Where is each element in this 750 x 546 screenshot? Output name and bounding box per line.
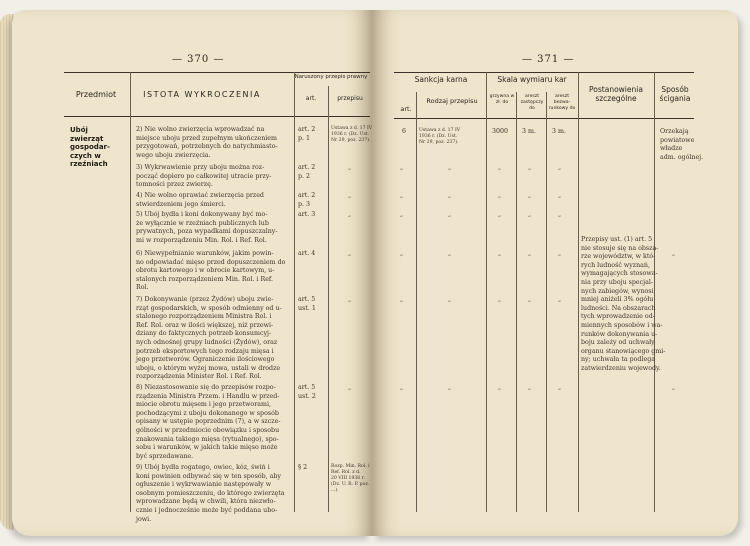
header-przedmiot: Przedmiot [75, 90, 117, 99]
header-postanowienia: Postanowienia szczególne [589, 85, 643, 103]
ditto-mark: „ [400, 250, 404, 257]
col-divider [486, 72, 487, 512]
header-top-rule [64, 72, 370, 73]
ditto-mark: „ [672, 250, 676, 257]
header-grzywna: grzywna w zł. do [489, 94, 515, 105]
col-divider [416, 92, 417, 512]
ditto-mark: „ [448, 296, 452, 303]
header-top-rule [394, 72, 694, 73]
item-7: 7) Dokonywanie (przez Żydów) uboju zwie- rząt gospodarskich, w sposób odmienny od u- stalonego rozporządzeniem Ministra Rol. i Ref. Rol. oraz w ilości większej, niż przewi- dziany do faktycznych potrzeb konsumcyj- nych odnośnej grupy ludności (Żydów), oraz potrzeb eksportowych tego rodzaju mięsa i jego przetworów. Ograniczenie ilościowego uboju, o którym wyżej mowa, ustali w drodze rozporządzenia Minister Rol. i Ref. Rol. [136, 296, 282, 381]
col-divider [546, 92, 547, 512]
header-sposob: Sposób ścigania [659, 85, 691, 103]
ditto-mark: „ [400, 211, 404, 218]
art-cell: art. 2 p. 1 [298, 126, 316, 142]
ditto-mark: „ [498, 192, 502, 199]
ditto-mark: „ [400, 192, 404, 199]
ditto-mark: „ [498, 164, 502, 171]
art-cell: 6 [402, 128, 407, 135]
header-art: art. [400, 105, 412, 113]
header-bottom-rule [64, 116, 370, 117]
ditto-mark: „ [558, 192, 562, 199]
left-page-number: — 370 — [172, 54, 225, 65]
header-przepisu: przepisu [337, 95, 363, 102]
col-divider [294, 72, 295, 512]
areszt-bezwarunkowy-cell: 3 m. [552, 128, 566, 135]
ditto-mark: „ [448, 250, 452, 257]
areszt-cell: 3 m. [522, 128, 536, 135]
col-divider [328, 86, 329, 512]
ditto-mark: „ [528, 384, 532, 391]
ditto-mark: „ [400, 296, 404, 303]
header-rodzaj: Rodzaj przepisu [426, 97, 478, 105]
art-cell: art. 5 ust. 1 [298, 296, 316, 312]
ditto-mark: „ [528, 296, 532, 303]
item-6: 6) Niewypełnianie warunków, jakim powin- no odpowiadać mięso przed dopuszczeniem do obrotu kartowego i w obrocie kartowym, u- stalonych rozporządzeniem Min. Rol. i Ref. Rol. [136, 250, 286, 292]
ditto-mark: „ [528, 250, 532, 257]
przepis-cell: Ustawa z d. 17 IV 1936 r. (Dz. Ust. Nr 29, poz. 237). [331, 126, 372, 143]
ditto-mark: „ [498, 250, 502, 257]
item-3: 3) Wykrwawienie przy uboju można roz- począć dopiero po całkowitej utracie przy- tomności przez zwierzę. [136, 164, 272, 189]
ditto-mark: „ [558, 296, 562, 303]
rodzaj-cell: Ustawa z d. 17 IV 1936 r. (Dz. Ust. Nr 29, poz. 237). [419, 128, 461, 145]
ditto-mark: „ [348, 164, 352, 171]
art-cell: § 2 [298, 464, 308, 471]
ditto-mark: „ [448, 211, 452, 218]
ditto-mark: „ [448, 192, 452, 199]
ditto-mark: „ [558, 164, 562, 171]
subject-label: Ubój zwierząt gospodar- czych w rzeźniach [70, 126, 110, 169]
ditto-mark: „ [558, 384, 562, 391]
ditto-mark: „ [528, 164, 532, 171]
col-divider [130, 72, 131, 512]
ditto-mark: „ [558, 250, 562, 257]
header-areszt: areszt zastępczy do [520, 94, 544, 111]
item-4: 4) Nie wolno oprawiać zwierzęcia przed stwierdzeniem jego śmierci. [136, 192, 264, 208]
header-naruszony: Naruszony przepis prawny [294, 74, 368, 80]
ditto-mark: „ [400, 164, 404, 171]
left-page [12, 10, 372, 536]
header-istota: ISTOTA WYKROCZENIA [143, 90, 261, 99]
ditto-mark: „ [348, 250, 352, 257]
ditto-mark: „ [528, 211, 532, 218]
przepis-cell: Rozp. Min. Rol. i Ref. Rol. z d. 20 VIII 1936 r. (Dz. U. R. P. poz. ...). [331, 464, 370, 493]
header-art: art. [305, 95, 317, 102]
right-page [372, 10, 738, 536]
ditto-mark: „ [348, 192, 352, 199]
ditto-mark: „ [498, 211, 502, 218]
art-cell: art. 2 p. 3 [298, 192, 316, 208]
art-cell: art. 5 ust. 2 [298, 384, 316, 400]
ditto-mark: „ [672, 384, 676, 391]
ditto-mark: „ [558, 211, 562, 218]
grzywna-cell: 3000 [492, 128, 509, 135]
ditto-mark: „ [498, 384, 502, 391]
art-cell: art. 2 p. 2 [298, 164, 316, 180]
header-areszt-bezwarunkowy: areszt bezwa- runkowy do [548, 94, 576, 111]
item-9: 9) Ubój bydła rogatego, owiec, kóz, świń i koni powinien odbywać się w ten sposób, aby ogłuszenie i wykrwawianie następowały w osobnym pomieszczeniu, do którego zwierzęta wprowadzane będą w chwili, która niezwło- cznie i jednocześnie może być poddana ubo- jowi. [136, 464, 285, 523]
ditto-mark: „ [448, 384, 452, 391]
sposob-cell: Orzekają powiatowe władze adm. ogólnej. [660, 128, 704, 161]
item-2: 2) Nie wolno zwierzęcia wprowadzać na miejsce uboju przed zupełnym ukończeniem przygotowań, potrzebnych do natychmiasto- wego uboju zwierzęcia. [136, 126, 278, 159]
col-divider [516, 92, 517, 512]
right-page-number: — 371 — [522, 54, 575, 65]
item-5: 5) Ubój bydła i koni dokonywany być mo- że wyłącznie w rzeźniach publicznych lub prywatnych, poza wypadkami dopuszczalny- mi w rozporządzeniu Min. Rol. i Ref. Rol. [136, 211, 278, 244]
header-sankcja: Sankcja karna [414, 75, 468, 84]
header-skala: Skala wymiaru kar [497, 75, 567, 84]
ditto-mark: „ [348, 296, 352, 303]
header-bottom-rule [394, 118, 694, 119]
ditto-mark: „ [528, 192, 532, 199]
ditto-mark: „ [348, 211, 352, 218]
ditto-mark: „ [498, 296, 502, 303]
ditto-mark: „ [400, 384, 404, 391]
item-8: 8) Niezastosowanie się do przepisów rozpo- rządzenia Ministra Przem. i Handlu w przed- miocie obrotu mięsem i jego przetworami, pochodzącymi z uboju dokonanego w sposób opisany w ustępie poprzednim (7), a w szcze- gólności w przedmiocie obowiązku i sposobu znakowania takiego mięsa (rytualnego), spo- sobu i warunków, w jakich takie mięso może być sprzedawane. [136, 384, 281, 460]
art-cell: art. 3 [298, 211, 316, 218]
ditto-mark: „ [448, 164, 452, 171]
art-cell: art. 4 [298, 250, 316, 257]
ditto-mark: „ [348, 384, 352, 391]
col-divider [578, 72, 579, 512]
postanowienia-cell: Przepisy ust. (1) art. 5 nie stosuje się na obsza- rze województw, w któ- rych ludność wyznań, wymagających stosowa- nia przy uboju specjal- nych zabiegów, wynosi mniej aniżeli 3% ogółu ludności. Na obszarach tych wprowadzenie od- miennych sposobów i wa- runków dokonywania u- boju zależy od uchwały organu stanowiącego gmi- ny; uchwała ta podlega zatwierdzeniu wojewody. [581, 236, 666, 372]
